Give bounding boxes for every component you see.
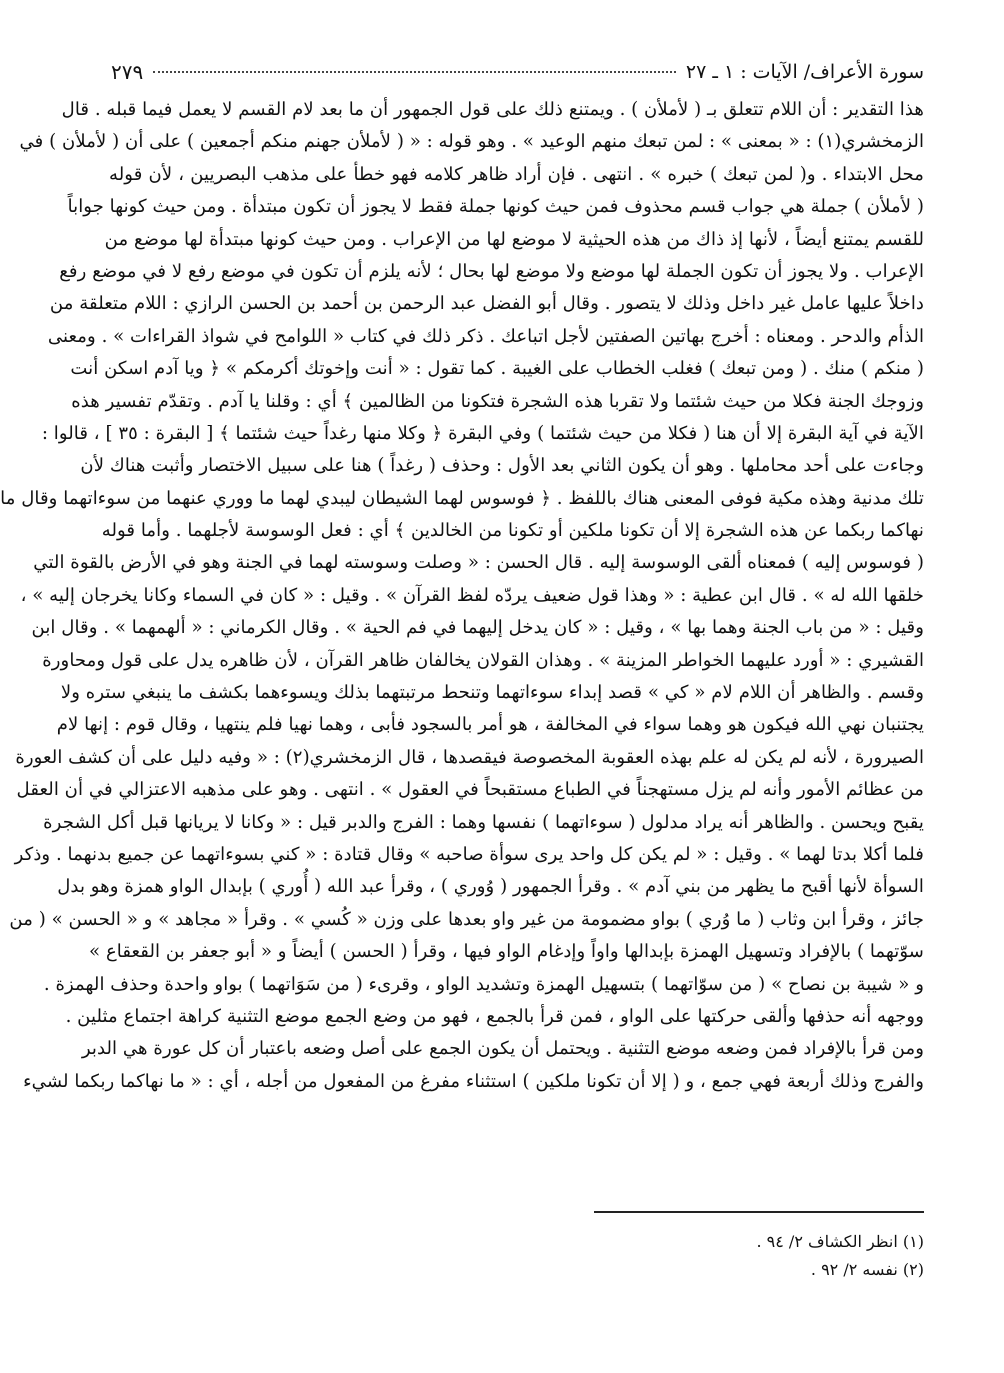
body-line: يجتنبان نهي الله فيكون هو وهما سواء في المخالفة ، هو أمر بالسجود فأبى ، وهما نهيا فلم ينتهيا ، وقال قوم : إنها لام [56,714,924,736]
body-line: و « شيبة بن نصاح » ( من سوّاتهما ) بتسهيل الهمزة وتشديد الواو ، وقرىء ( من سَوَاتهما ) بواو واحدة وحذف الهمزة . [43,973,924,995]
body-line: الذأم والدحر . ومعناه : أخرج بهاتين الصفتين لأجل اتباعك . ذكر ذلك في كتاب « اللوامح في شواذ القراءات » . ومعنى [47,325,924,347]
footnote: (٢) نفسه ٢/ ٩٢ . [810,1260,924,1279]
body-line: للقسم يمتنع أيضاً ، لأنها إذ ذاك من هذه الحيثية لا موضع لها من الإعراب . ومن حيث كونها مبتدأة لها موضع من [104,228,924,250]
body-line: هذا التقدير : أن اللام تتعلق بـ ( لأملأن ) . ويمتنع ذلك على قول الجمهور أن ما بعد لام القسم لا يعمل فيما قبله . قال [61,99,924,120]
body-line: الإعراب . ولا يجوز أن تكون الجملة لها موضع ولا موضع لها بحال ؛ لأنه يلزم أن تكون في موضع رفع لا في موضع رفع [59,260,924,282]
body-line: الزمخشري(١) : « بمعنى » : لمن تبعك منهم الوعيد » . وهو قوله : « ( لأملأن جهنم منكم أجمعين ) على أن ( لأملأن ) في [19,131,924,153]
footnotes [424,1228,924,1284]
body-line: وزوجك الجنة فكلا من حيث شئتما ولا تقربا هذه الشجرة فتكونا من الظالمين ﴾ أي : وقلنا يا آدم . وتقدّم تفسير هذه [71,390,924,412]
body-line: جائز ، وقرأ ابن وثاب ( ما وُري ) بواو مضمومة من غير واو بعدها على وزن « كُسي » . وقرأ « مجاهد » و « الحسن » ( من [9,908,924,930]
body-line: ووجهه أنه حذفها وألقى حركتها على الواو ، فمن قرأ بالجمع ، فهو من وضع الجمع موضع التثنية كراهة اجتماع مثلين . [65,1005,924,1027]
body-line: داخلاً عليها عامل غير داخل وذلك لا يتصور . وقال أبو الفضل عبد الرحمن بن أحمد بن الحسن الرازي : اللام متعلقة من [49,293,924,315]
body-text [0,94,924,1098]
body-line: ( لأملأن ) جملة هي جواب قسم محذوف فمن حيث كونها جملة فقط لا يجوز أن تكون مبتدأة . ومن حيث كونها جواباً [67,196,924,218]
body-line: تلك مدنية وهذه مكية فوفى المعنى هناك باللفظ . ﴿ فوسوس لهما الشيطان ليبدي لهما ما ووري عنهما من سوءاتهما وقال ما [0,487,924,509]
footnote-divider [594,1211,924,1213]
page-number: ٢٧٩ [111,60,144,84]
body-line: وقيل : « من باب الجنة وهما بها » ، وقيل : « كان يدخل إليهما في فم الحية » . وقال الكرماني : « ألهمهما » . وقال ابن [31,617,924,639]
body-line: ( فوسوس إليه ) فمعناه ألقى الوسوسة إليه . قال الحسن : « وصلت وسوسته لهما في الجنة وهو في الأرض بالقوة التي [33,552,924,574]
body-line: يقبح ويحسن . والظاهر أنه يراد مدلول ( سوءاتهما ) نفسها وهما : الفرج والدبر قيل : « وكانا لا يريانها قبل أكل الشجرة [43,811,924,833]
body-line: فلما أكلا بدتا لهما » . وقيل : « لم يكن كل واحد يرى سوأة صاحبه » وقال قتادة : « كني بسوءاتهما عن جميع بدنهما . وذكر [14,843,924,865]
body-line: وقسم . والظاهر أن اللام لام « كي » قصد إبداء سوءاتهما وتنحط مرتبتهما بذلك ويسوءهما بكشف ما ينبغي ستره ولا [60,682,924,704]
body-line: خلقها الله له » . قال ابن عطية : « وهذا قول ضعيف يردّه لفظ القرآن » . وقيل : « كان في السماء وكانا يخرجان إليه » ، [20,584,924,606]
body-line: وجاءت على أحد محاملها . وهو أن يكون الثاني بعد الأول : وحذف ( رغداً ) هنا على سبيل الاختصار وأثبت هناك لأن [80,455,924,477]
body-line: ( منكم ) منك . ( ومن تبعك ) فغلب الخطاب على الغيبة . كما تقول : « أنت وإخوتك أكرمكم » ﴿ ويا آدم اسكن أنت [70,358,924,380]
header-dotted-leader [153,71,676,73]
body-line: الصيرورة ، لأنه لم يكن له علم بهذه العقوبة المخصوصة فيقصدها ، قال الزمخشري(٢) : « وفيه دليل على أن كشف العورة [15,746,924,768]
surah-title: سورة الأعراف/ الآيات : ١ ـ ٢٧ [685,61,924,83]
body-line: القشيري : « أورد عليهما الخواطر المزينة » . وهذان القولان يخالفان ظاهر القرآن ، لأن ظاهره يدل على قول ومحاورة [42,649,924,671]
body-line: والفرج وذلك أربعة فهي جمع ، و ( إلا أن تكونا ملكين ) استثناء مفرغ من المفعول من أجله ، أي : « ما نهاكما ربكما لشيء [23,1070,924,1092]
body-line: من عظائم الأمور وأنه لم يزل مستهجناً في الطباع مستقبحاً في العقول » . انتهى . وهو على مذهبه الاعتزالي في أن العقل [16,779,924,801]
body-line: الآية في آية البقرة إلا أن هنا ( فكلا من حيث شئتما ) وفي البقرة ﴿ وكلا منها رغداً حيث شئتما ﴾ [ البقرة : ٣٥ ] ، قالوا : [41,422,924,444]
body-line: سوّتهما ) بالإفراد وتسهيل الهمزة بإبدالها واواً وإدغام الواو فيها ، وقرأ ( الحسن ) أيضاً و « أبو جعفر بن القعقاع » [89,941,924,963]
running-header [111,55,924,89]
body-line: محل الابتداء . و( لمن تبعك ) خبره » . انتهى . فإن أراد ظاهر كلامه فهو خطأ على مذهب البصريين ، لأن قوله [109,163,924,185]
footnote: (١) انظر الكشاف ٢/ ٩٤ . [756,1232,924,1251]
body-line: نهاكما ربكما عن هذه الشجرة إلا أن تكونا ملكين أو تكونا من الخالدين ﴾ أي : فعل الوسوسة لأجلهما . وأما قوله [101,520,924,542]
body-line: السوأة لأنها أقبح ما يظهر من بني آدم » . وقرأ الجمهور ( وُوري ) ، وقرأ عبد الله ( أُوري ) بإبدال الواو همزة وهو بدل [57,876,924,898]
body-line: ومن قرأ بالإفراد فمن وضعه موضع التثنية . ويحتمل أن يكون الجمع على أصل وضعه باعتبار أن كل عورة هي الدبر [81,1038,924,1060]
